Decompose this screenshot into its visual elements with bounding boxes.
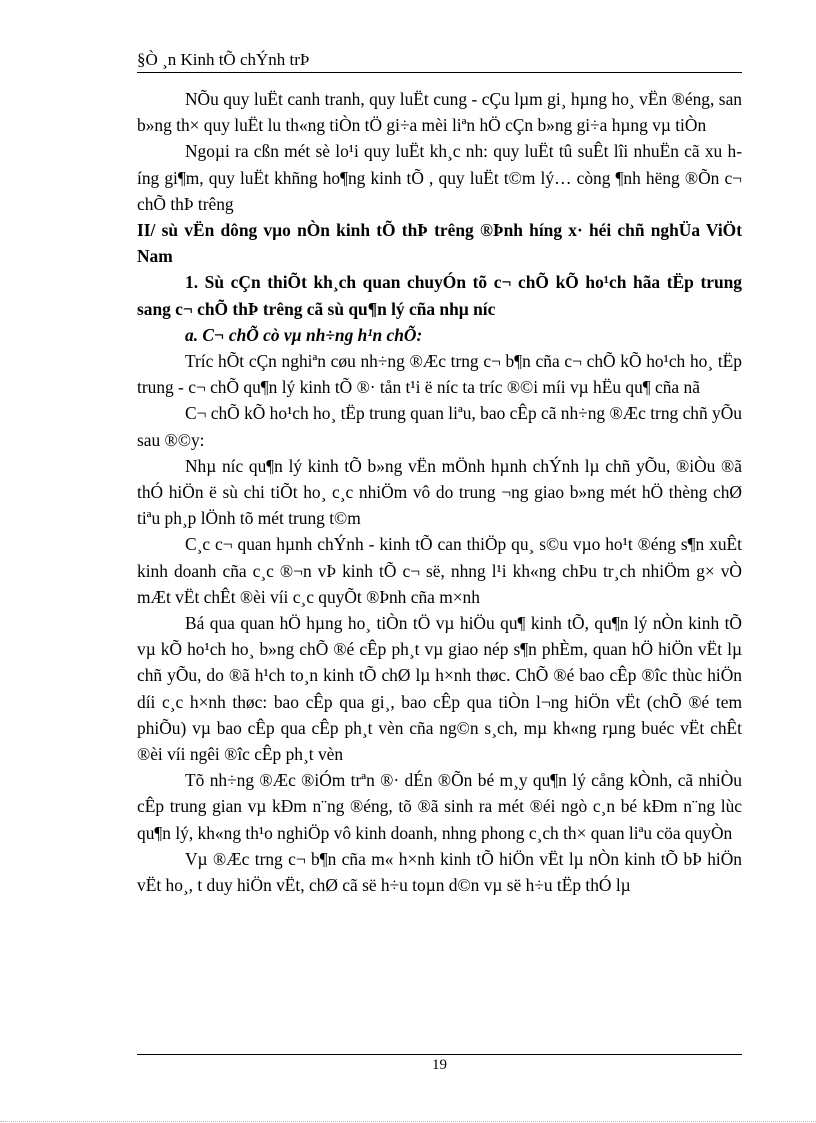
page-edge-dotted-line <box>0 1121 816 1122</box>
page-header <box>137 50 742 72</box>
header-divider <box>137 72 742 73</box>
subsection-heading-1: 1. Sù cÇn thiÕt kh¸ch quan chuyÓn tõ c¬ chÕ kÕ ho¹ch hãa tËp trung sang c¬ chÕ thÞ trêng cã sù qu¶n lý cña nhµ níc <box>137 272 742 319</box>
header-title: §Ò ¸n Kinh tÕ chÝnh trÞ <box>137 50 310 69</box>
paragraph-subsidy-regime: Bá qua quan hÖ hµng ho¸ tiÒn tÖ vµ hiÖu qu¶ kinh tÕ, qu¶n lý nÒn kinh tÕ vµ kÕ ho¹ch ho¸ b»ng chÕ ®é cÊp ph¸t vµ giao nép s¶n phÈm, quan hÖ hiÖn vËt lµ chñ yÕu, do ®ã h¹ch to¸n kinh tÕ chØ lµ h×nh thøc. ChÕ ®é bao cÊp ®îc thùc hiÖn díi c¸c h×nh thøc: bao cÊp qua gi¸, bao cÊp qua tiÒn l¬ng hiÖn vËt (chÕ ®é tem phiÕu) vµ bao cÊp qua cÊp ph¸t vèn cña ng©n s¸ch, mµ kh«ng rµng buéc vËt chÊt ®èi víi ngêi ®îc cÊp ph¸t vèn <box>137 613 742 765</box>
paragraph-other-laws: Ngoµi ra cßn mét sè lo¹i quy luËt kh¸c nh: quy luËt tû suÊt lîi nhuËn cã xu híng gi¶m, quy luËt khñng ho¶ng kinh tÕ , quy luËt t©m lý… còng ¶nh hëng ®Õn c¬ chÕ thÞ trêng <box>137 141 742 214</box>
paragraph-research-features: Tríc hÕt cÇn nghiªn cøu nh÷ng ®Æc trng c¬ b¶n cña c¬ chÕ kÕ ho¹ch ho¸ tËp trung - c¬ chÕ qu¶n lý kinh tÕ ®· tån t¹i ë níc ta tríc ®©i míi vµ hËu qu¶ cña nã <box>137 351 742 398</box>
footer-divider <box>137 1054 742 1055</box>
page-number: 19 <box>432 1057 447 1073</box>
document-body <box>137 86 742 898</box>
paragraph-agencies-intervention: C¸c c¬ quan hµnh chÝnh - kinh tÕ can thiÖp qu¸ s©u vµo ho¹t ®éng s¶n xuÊt kinh doanh cña c¸c ®¬n vÞ kinh tÕ c¬ së, nhng l¹i kh«ng chÞu tr¸ch nhiÖm g× vÒ mÆt vËt chÊt ®èi víi c¸c quyÕt ®Þnh cña m×nh <box>137 534 742 607</box>
section-heading-ii: II/ sù vËn dông vµo nÒn kinh tÕ thÞ trêng ®Þnh híng x· héi chñ nghÜa ViÖt Nam <box>137 220 742 267</box>
paragraph-bureaucracy: Tõ nh÷ng ®Æc ®iÓm trªn ®· dÉn ®Õn bé m¸y qu¶n lý cång kÒnh, cã nhiÒu cÊp trung gian vµ kÐm n¨ng ®éng, tõ ®ã sinh ra mét ®éi ngò c¸n bé kÐm n¨ng lùc qu¶n lý, kh«ng th¹o nghiÖp vô kinh doanh, nhng phong c¸ch th× quan liªu cöa quyÒn <box>137 770 742 843</box>
paragraph-mechanism-features: C¬ chÕ kÕ ho¹ch ho¸ tËp trung quan liªu, bao cÊp cã nh÷ng ®Æc trng chñ yÕu sau ®©y: <box>137 403 742 450</box>
subsection-heading-a: a. C¬ chÕ cò vµ nh÷ng h¹n chÕ: <box>185 324 423 345</box>
paragraph-state-management: Nhµ níc qu¶n lý kinh tÕ b»ng vËn mÖnh hµnh chÝnh lµ chñ yÕu, ®iÒu ®ã thÓ hiÖn ë sù chi tiÕt ho¸ c¸c nhiÖm vô do trung ¬ng giao b»ng mét hÖ thèng chØ tiªu ph¸p lÖnh tõ mét trung t©m <box>137 455 742 529</box>
paragraph-physical-economy: Vµ ®Æc trng c¬ b¶n cña m« h×nh kinh tÕ hiÖn vËt lµ nÒn kinh tÕ bÞ hiÖn vËt ho¸, t duy hiÖn vËt, chØ cã së h÷u toµn d©n vµ së h÷u tËp thÓ lµ <box>137 848 742 896</box>
paragraph-competition-law: NÕu quy luËt canh tranh, quy luËt cung - cÇu lµm gi¸ hµng ho¸ vËn ®éng, san b»ng th× quy luËt lu th«ng tiÒn tÖ gi÷a mèi liªn hÖ cÇn b»ng gi÷a hµng vµ tiÒn <box>137 89 742 136</box>
